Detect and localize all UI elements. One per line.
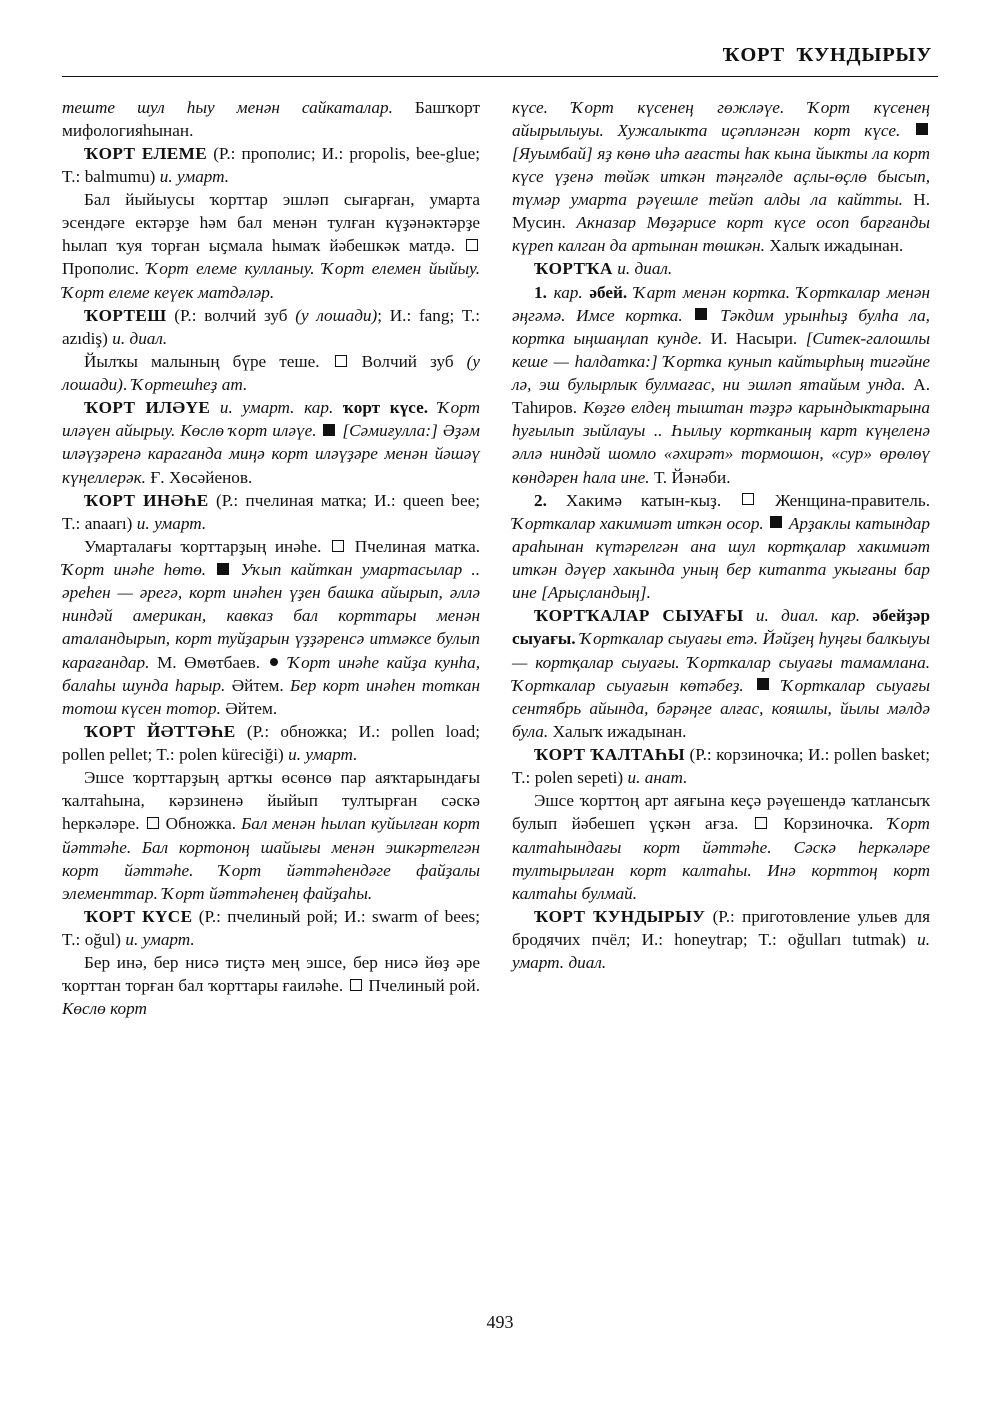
entry-russian-equivalent-italic: (у лошади) xyxy=(62,351,480,395)
entry-examples-partial: Көслө корт xyxy=(62,999,147,1019)
entry-gloss: (Р.: прополис; И.: propolis, bee-glue; T.: balmumu) xyxy=(62,143,481,186)
citation-text: Арҙаклы катындар араһынан күтәрелгән ана шул кортқалар хакимиәт иткән дәүер хакында уның бер китапта укығаны бар ине [Арыҫландың]. xyxy=(512,513,930,603)
headword: ҠОРТЕШ xyxy=(84,305,167,325)
entry-examples: Ҡарт менән кортка. Ҡорткалар менән әңгәмә. Имсе кортка. xyxy=(512,282,931,325)
entry-russian-equivalent: Женщина-правитель. xyxy=(775,490,931,510)
header-rule xyxy=(62,76,938,77)
entry-cross-reference: әбейҙәр сыуағы. xyxy=(512,606,930,649)
entry-examples: Ҡортешһеҙ ат. xyxy=(131,375,248,395)
sense-number: 1. xyxy=(534,282,547,302)
sense-cross-reference: әбей. xyxy=(589,282,628,302)
entry-grammar: и. диал. кар. xyxy=(755,606,861,626)
entry-gloss: (Р.: пчелиная матка; И.: queen bee; T.: anaarı) xyxy=(62,490,480,533)
sense-number: 2. xyxy=(534,490,547,510)
citation-text-3: Көҙгө елдең тыштан тәҙрә карындыктарына һуғылып зыйлауы .. Һылыу кортканың карт күңеленә әллә ниндәй шомло «әхирәт» тормошон, «сур» өрөлөү көндәрен һала ине. xyxy=(512,398,930,487)
citation-text: Тәкдим урынһыҙ булһа ла, кортка ыңшаңлап кунде. xyxy=(512,305,930,348)
entry-examples: Ҡорт калтаһындағы корт йәттәһе. Сәскә һеркәләре тултырылған корт калтаһы. Инә корттоң корт калтаһы булмай. xyxy=(512,814,930,903)
entry-russian-equivalent: Пчелиная матка. xyxy=(354,536,480,556)
entry-definition: Йылҡы малының бүре теше. xyxy=(84,351,320,371)
filled-square-icon xyxy=(217,563,229,575)
continuation-paragraph xyxy=(62,96,480,142)
filled-square-icon xyxy=(770,516,782,528)
citation-text-2: Ҡорт инәһе кайҙа кунһа, балаһы шунда һарыр. xyxy=(62,652,481,695)
entry-definition-paragraph xyxy=(62,188,480,304)
filled-square-icon xyxy=(695,308,707,320)
entry-headword-line xyxy=(62,142,480,188)
entry-headword-line xyxy=(62,396,480,489)
entry-definition-paragraph xyxy=(512,789,930,905)
open-square-icon xyxy=(755,817,767,829)
entry-sense-1 xyxy=(512,281,930,489)
entry-grammar: и. умарт. кар. xyxy=(219,398,334,418)
entry-examples: Ҡорткалар хакимиәт иткән осор. xyxy=(512,513,764,533)
headword: ҠОРТ КҮСЕ xyxy=(84,906,193,926)
filled-square-icon xyxy=(323,424,335,436)
entry-russian-equivalent: Волчий зуб xyxy=(361,351,467,371)
entry-gloss: (Р.: приготовление ульев для бродячих пчёл; И.: honeytrap; T.: oğulları tutmak) xyxy=(512,906,931,950)
citation-bracket: [Сәмиғулла:] xyxy=(342,421,438,441)
continuation-italic: теште шул һыу менән сайкаталар. xyxy=(62,97,393,117)
headword: ҠОРТ ҠАЛТАҺЫ xyxy=(534,745,686,765)
entry-gloss: (Р.: пчелиный рой; И.: swarm of bees; T.: oğul) xyxy=(62,906,480,950)
citation-author-2: А. Таһиров. xyxy=(512,375,930,418)
entry-grammar: и. умарт. xyxy=(159,166,230,186)
filled-dot-icon xyxy=(270,658,278,666)
citation-author: И. Насыри. xyxy=(702,328,798,348)
continuation-examples: күсе. Ҡорт күсенең гөжләүе. Ҡорт күсенең айырылыуы. Хужалыкта иҫәпләнгән корт күсе. xyxy=(512,97,930,140)
entry-sense-2 xyxy=(512,489,930,605)
filled-square-icon xyxy=(757,678,769,690)
entry-definition-paragraph: Йылҡы малының бүре теше. Волчий зуб (у лошади). Ҡортешһеҙ ат. xyxy=(62,351,480,395)
entry-definition: Бал йыйыусы ҡорттар эшләп сығарған, умарта эсендәге ектәрҙе һәм бал менән тулған күҙәнәктәрҙе һылап ҡуя торған ыҫмала һымаҡ йәбешкәк матдә. xyxy=(62,190,480,256)
headword: ҠОРТ ҠУНДЫРЫУ xyxy=(534,906,706,926)
sense-label-italic: кар. xyxy=(553,282,583,302)
entry-cross-reference: ҡорт күсе. xyxy=(342,398,429,418)
entry-russian-equivalent: Прополис. xyxy=(62,259,139,279)
open-square-icon xyxy=(742,493,754,505)
headword: ҠОРТ ИЛӘҮЕ xyxy=(84,398,211,418)
headword: ҠОРТҠА xyxy=(534,259,613,279)
open-square-icon xyxy=(335,355,347,367)
citation-text: Әҙәм иләүҙәренә караганда миңә корт иләүҙәре менән йәшәү күңеллерәк. xyxy=(62,421,480,487)
entry-grammar: и. диал. xyxy=(112,328,168,348)
citation-author-3: Т. Йәнәби. xyxy=(649,467,731,487)
page-number: 493 xyxy=(486,1312,514,1332)
citation-author: М. Өмөтбаев. xyxy=(149,652,260,672)
entry-grammar: и. умарт. xyxy=(125,930,195,950)
entry-definition: Эшсе ҡорттарҙың артҡы өсөнсө пар аяҡтарындағы ҡалтаһына, кәрзиненә йыйып тултырған сәскә һеркәләре. xyxy=(62,768,480,834)
entry-grammar: и. умарт. xyxy=(288,745,358,765)
left-column xyxy=(62,96,480,1021)
continuation-paragraph xyxy=(512,96,930,258)
entry-headword-line xyxy=(62,720,480,766)
citation-text-2: Ҡортка кунып кайтырһың тигәйне лә, эш булырлык булмағас, ни эшләп ятайым унда. xyxy=(512,351,930,395)
entry-definition: Хакимә катын-кыҙ. xyxy=(565,490,722,510)
entry-definition: Бер инә, бер нисә тиҫтә мең эшсе, бер нисә йөҙ әре ҡорттан торған бал ҡорттары ғаиләһе. xyxy=(62,953,480,996)
citation-text: Уҡып кайткан умартасылар .. әреһен — әрегә, корт инәһен үҙен башка айырып, әллә ниндәй американ, кавказ бал корттары менән аталандырып, корт туйҙарын үҙҙәренсә итмәксе булып карағандар. xyxy=(62,560,480,672)
entry-definition-paragraph xyxy=(62,535,480,720)
citation-author: Халыҡ ижадынан. xyxy=(548,721,687,741)
entry-definition-paragraph xyxy=(62,951,480,1020)
citation-text-2: Акназар Мөҙәрисе корт күсе осоп барғанды күреп калган да артынан төшкән. xyxy=(512,213,930,256)
open-square-icon xyxy=(332,540,344,552)
entry-gloss: (Р.: корзиночка; И.: pollen basket; T.: polen sepeti) xyxy=(512,745,930,788)
entry-examples: Ҡорткалар сыуағы етә. Йәйҙең һуңғы балкыуы — кортқалар сыуағы. Ҡорткалар сыуағы тамамлана. Ҡорткалар сыуағын көтәбеҙ. xyxy=(512,629,930,695)
headword: ҠОРТ ЙӘТТӘҺЕ xyxy=(84,721,236,741)
entry-headword-line xyxy=(512,257,930,280)
entry-grammar: и. анат. xyxy=(627,768,688,788)
entry-grammar: и. диал. xyxy=(617,259,673,279)
entry-russian-equivalent: Обножка. xyxy=(165,814,237,834)
entry-examples: Ҡорт инәһе һөтө. xyxy=(62,560,207,580)
entry-headword-line xyxy=(62,304,480,350)
citation-author: Н. Мусин. xyxy=(512,190,930,233)
continuation-tail: Башҡорт мифологияһынан. xyxy=(62,97,480,140)
headword: ҠОРТ ЕЛЕМЕ xyxy=(84,143,208,163)
entry-examples: Бал менән һылап куйылған корт йәттәһе. Бал кортоноң шайығы менән эшкәртелгән корт йәттәһе. Ҡорт йәттәһендәге файҙалы элементтар. Ҡорт йәттәһенең файҙаһы. xyxy=(62,814,480,903)
entry-definition: Умарталағы ҡорттарҙың инәһе. xyxy=(84,536,322,556)
entry-gloss-post: ; И.: fang; T.: azıdiş) xyxy=(62,305,480,348)
entry-headword-line xyxy=(512,604,930,743)
entry-gloss: (Р.: обножка; И.: pollen load; pollen pellet; T.: polen küreciği) xyxy=(62,721,481,765)
entry-russian-equivalent: Пчелиный рой. xyxy=(368,976,480,996)
entry-examples: Ҡорт иләүен айырыу. Көслө ҡорт иләүе. xyxy=(62,398,480,441)
citation-author: Ғ. Хөсәйенов. xyxy=(145,467,253,487)
open-square-icon xyxy=(466,239,478,251)
open-square-icon xyxy=(147,817,159,829)
entry-grammar: и. умарт. xyxy=(136,513,207,533)
entry-headword-line xyxy=(62,489,480,535)
headword: ҠОРТҠАЛАР СЫУАҒЫ xyxy=(534,606,744,626)
citation-text: яҙ көнө иһә ағасты һак кына йыкты ла корт күсе үҙенә төйәк иткән тәңгәлде аҫлы-өҫлө бысып, түмәр умарта рәүешле тейәп алды ла кайтты. xyxy=(512,143,930,210)
entry-headword-line xyxy=(512,905,930,974)
entry-definition: Эшсе ҡорттоң арт аяғына кеҫә рәүешендә ҡатлансыҡ булып йәбешеп үҫкән ағза. xyxy=(512,791,930,834)
right-column xyxy=(512,96,930,1021)
column-container xyxy=(62,96,938,1021)
entry-examples: Ҡорт елеме кулланыу. Ҡорт елемен йыйыу. Ҡорт елеме кеүек матдәләр. xyxy=(62,259,480,302)
entry-definition-paragraph xyxy=(62,766,480,905)
entry-gloss-pre: (Р.: волчий зуб xyxy=(166,305,296,325)
citation-author-2: Халыҡ ижадынан. xyxy=(764,236,904,256)
citation-bracket: [Яуымбай] xyxy=(512,143,593,163)
entry-grammar: и. умарт. диал. xyxy=(512,930,930,973)
citation-text-3: Бер корт инәһен тоткан тотош күсен тотор. xyxy=(62,675,481,718)
citation-author-3: Әйтем. xyxy=(220,698,278,718)
citation-text: Ҡорткалар сыуағы сентябрь айында, бәрәңге алғас, кояшлы, йылы мәлдә була. xyxy=(512,675,930,741)
entry-headword-line xyxy=(512,743,930,789)
citation-author-2: Әйтем. xyxy=(225,675,284,695)
entry-gloss-italic: (у лошади) xyxy=(295,305,378,325)
headword: ҠОРТ ИНӘҺЕ xyxy=(84,490,209,510)
running-head: ҠОРТ ҠУНДЫРЫУ xyxy=(722,44,932,66)
entry-russian-equivalent: Корзиночка. xyxy=(783,814,874,834)
open-square-icon xyxy=(350,979,362,991)
citation-bracket-2: [Ситек-галошлы кеше — һалдатка:] xyxy=(512,328,930,371)
entry-headword-line xyxy=(62,905,480,951)
filled-square-icon xyxy=(916,123,928,135)
